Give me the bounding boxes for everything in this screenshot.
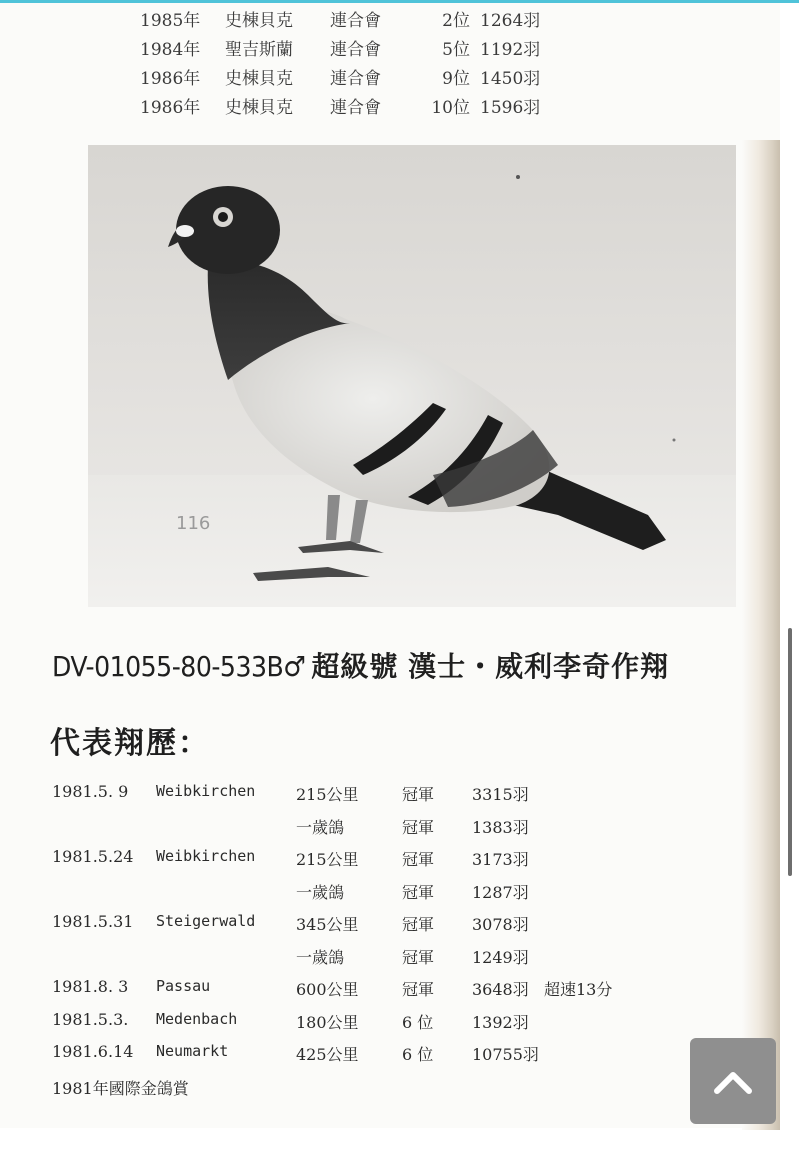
race-record-rank: 6 位: [402, 1045, 434, 1064]
race-record-distance: 215公里: [296, 785, 359, 804]
back-to-top-button[interactable]: [690, 1038, 776, 1124]
race-record-rank: 冠軍: [402, 915, 435, 934]
previous-result-city: 史棟貝克: [225, 98, 293, 118]
scrollbar-thumb[interactable]: [788, 628, 792, 876]
section-heading: 代表翔歷：: [50, 726, 210, 761]
race-record-birds: 3648羽: [472, 980, 529, 999]
previous-result-row: [140, 4, 560, 33]
race-record-distance: 一歲鴿: [296, 947, 345, 967]
previous-result-count: 1450羽: [480, 69, 541, 89]
race-record-date: 1981.5. 9: [52, 782, 129, 801]
race-record-rank: 冠軍: [402, 980, 435, 999]
award-line: 1981年國際金鴿賞: [52, 1079, 189, 1098]
race-record-date: 1981.8. 3: [52, 977, 129, 996]
race-record-place: Passau: [156, 977, 211, 995]
bird-identification: [52, 645, 669, 685]
race-record-note: 超速13分: [544, 980, 613, 999]
race-record-rank: 冠軍: [402, 947, 435, 967]
previous-result-row: [140, 62, 560, 91]
pigeon-illustration: [88, 145, 736, 607]
photo-number: 116: [176, 513, 211, 534]
race-record-birds: 1392羽: [472, 1012, 529, 1032]
page-binding-shadow: [742, 140, 780, 1130]
race-record-distance: 180公里: [296, 1012, 359, 1032]
race-record-rank: 冠軍: [402, 817, 435, 837]
pigeon-photo: [88, 145, 736, 607]
previous-result-city: 聖吉斯蘭: [225, 40, 293, 60]
previous-results-list: [140, 4, 560, 120]
race-record-place: Steigerwald: [156, 912, 256, 930]
previous-result-association: 連合會: [330, 69, 381, 89]
previous-result-count: 1264羽: [480, 11, 541, 31]
race-record-date: 1981.5.3.: [52, 1009, 129, 1029]
previous-result-place: 9位: [442, 69, 470, 89]
race-record-birds: 3173羽: [472, 850, 529, 869]
previous-result-association: 連合會: [330, 98, 381, 118]
previous-result-year: 1985年: [140, 11, 201, 31]
race-record-birds: 1249羽: [472, 947, 529, 967]
previous-result-place: 5位: [442, 40, 470, 60]
race-record-distance: 425公里: [296, 1045, 359, 1064]
race-record-distance: 一歲鴿: [296, 817, 345, 837]
race-record-rank: 冠軍: [402, 785, 435, 804]
race-record-place: Neumarkt: [156, 1042, 229, 1060]
race-record-distance: 215公里: [296, 850, 359, 869]
race-record-place: Weibkirchen: [156, 847, 256, 865]
chevron-up-icon: [713, 1067, 753, 1095]
previous-result-year: 1986年: [140, 98, 201, 118]
previous-result-row: [140, 33, 560, 62]
race-record-birds: 10755羽: [472, 1045, 539, 1064]
previous-result-place: 10位: [431, 98, 470, 118]
race-record-distance: 一歲鴿: [296, 882, 345, 902]
race-record-date: 1981.5.31: [52, 912, 134, 931]
bird-title: 超級號 漢士・威利李奇作翔: [311, 650, 670, 683]
race-record-distance: 600公里: [296, 980, 359, 999]
sex-symbol: ♂: [283, 650, 306, 683]
race-record-date: 1981.6.14: [52, 1042, 134, 1061]
previous-result-year: 1986年: [140, 69, 201, 89]
race-record-rank: 6 位: [402, 1012, 434, 1032]
race-record-birds: 3315羽: [472, 785, 529, 804]
race-record-birds: 3078羽: [472, 915, 529, 934]
previous-result-association: 連合會: [330, 11, 381, 31]
race-record-birds: 1287羽: [472, 882, 529, 902]
race-record-rank: 冠軍: [402, 882, 435, 902]
previous-result-place: 2位: [442, 11, 470, 31]
previous-result-count: 1596羽: [480, 98, 541, 118]
previous-result-association: 連合會: [330, 40, 381, 60]
previous-result-city: 史棟貝克: [225, 11, 293, 31]
race-record-place: Weibkirchen: [156, 782, 256, 800]
race-record-distance: 345公里: [296, 915, 359, 934]
race-record-birds: 1383羽: [472, 817, 529, 837]
race-record-rank: 冠軍: [402, 850, 435, 869]
previous-result-city: 史棟貝克: [225, 69, 293, 89]
previous-result-year: 1984年: [140, 40, 201, 60]
race-record-place: Medenbach: [156, 1009, 238, 1028]
previous-result-row: [140, 91, 560, 120]
ring-number: DV-01055-80-533B: [52, 650, 284, 683]
previous-result-count: 1192羽: [480, 40, 541, 60]
race-record-date: 1981.5.24: [52, 847, 134, 866]
